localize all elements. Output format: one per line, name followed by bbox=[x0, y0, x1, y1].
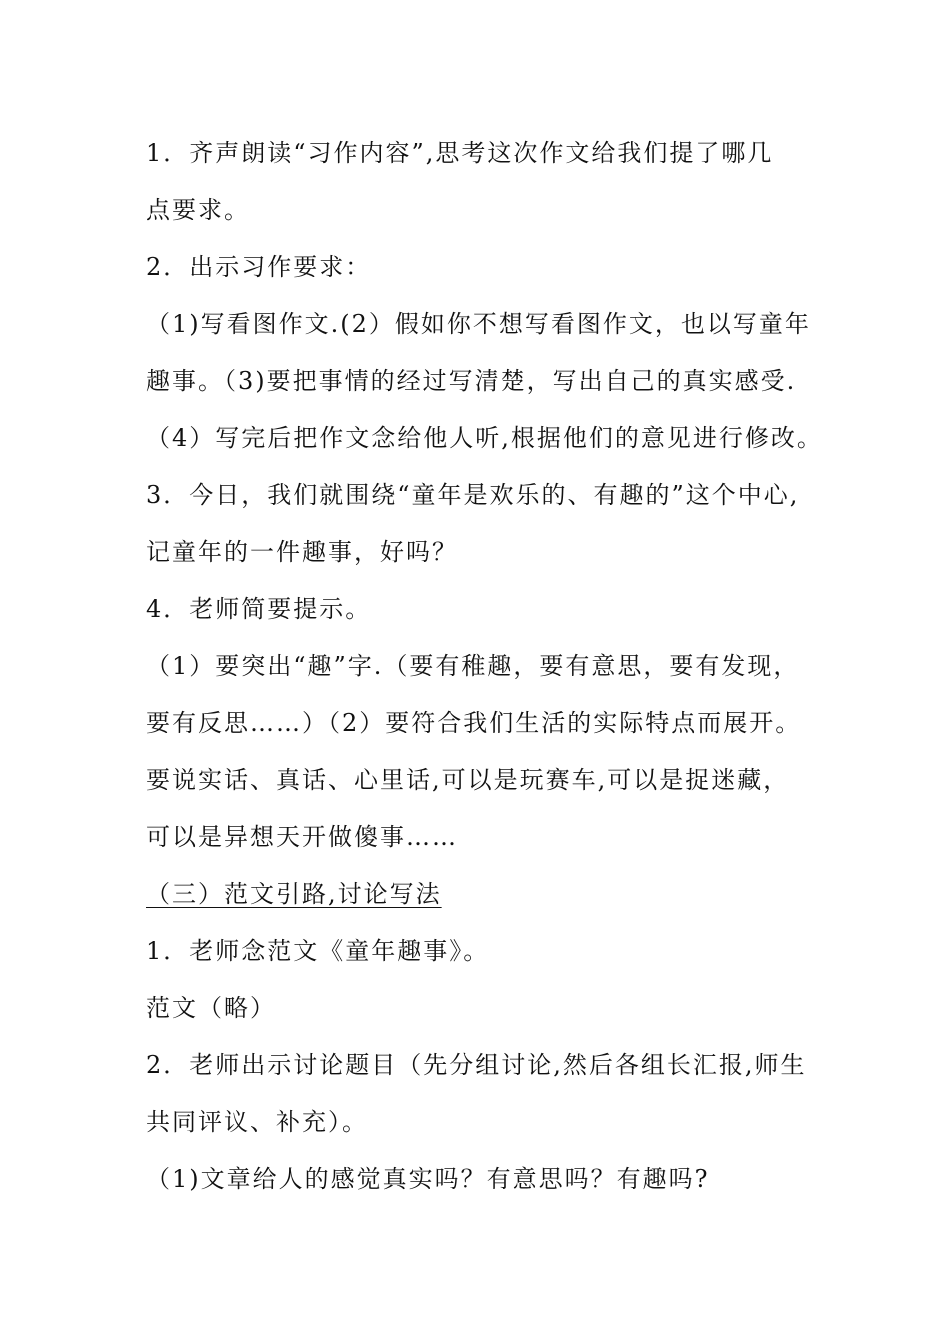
text-line: 1．老师念范文《童年趣事》。 bbox=[146, 937, 490, 965]
text-line: 趣事。（3)要把事情的经过写清楚，写出自己的真实感受. bbox=[146, 367, 797, 395]
text-line: 共同评议、补充）。 bbox=[146, 1108, 368, 1136]
text-line: 范文（略） bbox=[146, 994, 276, 1022]
text-line: 4．老师简要提示。 bbox=[146, 595, 372, 623]
text-line: （4）写完后把作文念给他人听,根据他们的意见进行修改。 bbox=[146, 424, 823, 452]
text-line: 记童年的一件趣事，好吗？ bbox=[146, 538, 458, 566]
text-line: 要有反思……）（2）要符合我们生活的实际特点而展开。 bbox=[146, 709, 802, 737]
text-line: （1）要突出“趣”字.（要有稚趣，要有意思，要有发现， bbox=[146, 652, 800, 680]
text-line: 1．齐声朗读“习作内容”,思考这次作文给我们提了哪几 bbox=[146, 139, 774, 167]
text-line: 要说实话、真话、心里话,可以是玩赛车,可以是捉迷藏， bbox=[146, 766, 790, 794]
section-heading: （三）范文引路,讨论写法 bbox=[146, 880, 442, 908]
text-line: （1)文章给人的感觉真实吗？有意思吗？有趣吗? bbox=[146, 1165, 710, 1193]
text-line: 可以是异想天开做傻事…… bbox=[146, 823, 458, 851]
text-line: 2．老师出示讨论题目（先分组讨论,然后各组长汇报,师生 bbox=[146, 1051, 807, 1079]
text-line: （1)写看图作文.(2）假如你不想写看图作文，也以写童年 bbox=[146, 310, 811, 338]
text-line: 点要求。 bbox=[146, 196, 250, 224]
text-line: 2．出示习作要求： bbox=[146, 253, 372, 281]
text-line: 3．今日，我们就围绕“童年是欢乐的、有趣的”这个中心, bbox=[146, 481, 800, 509]
